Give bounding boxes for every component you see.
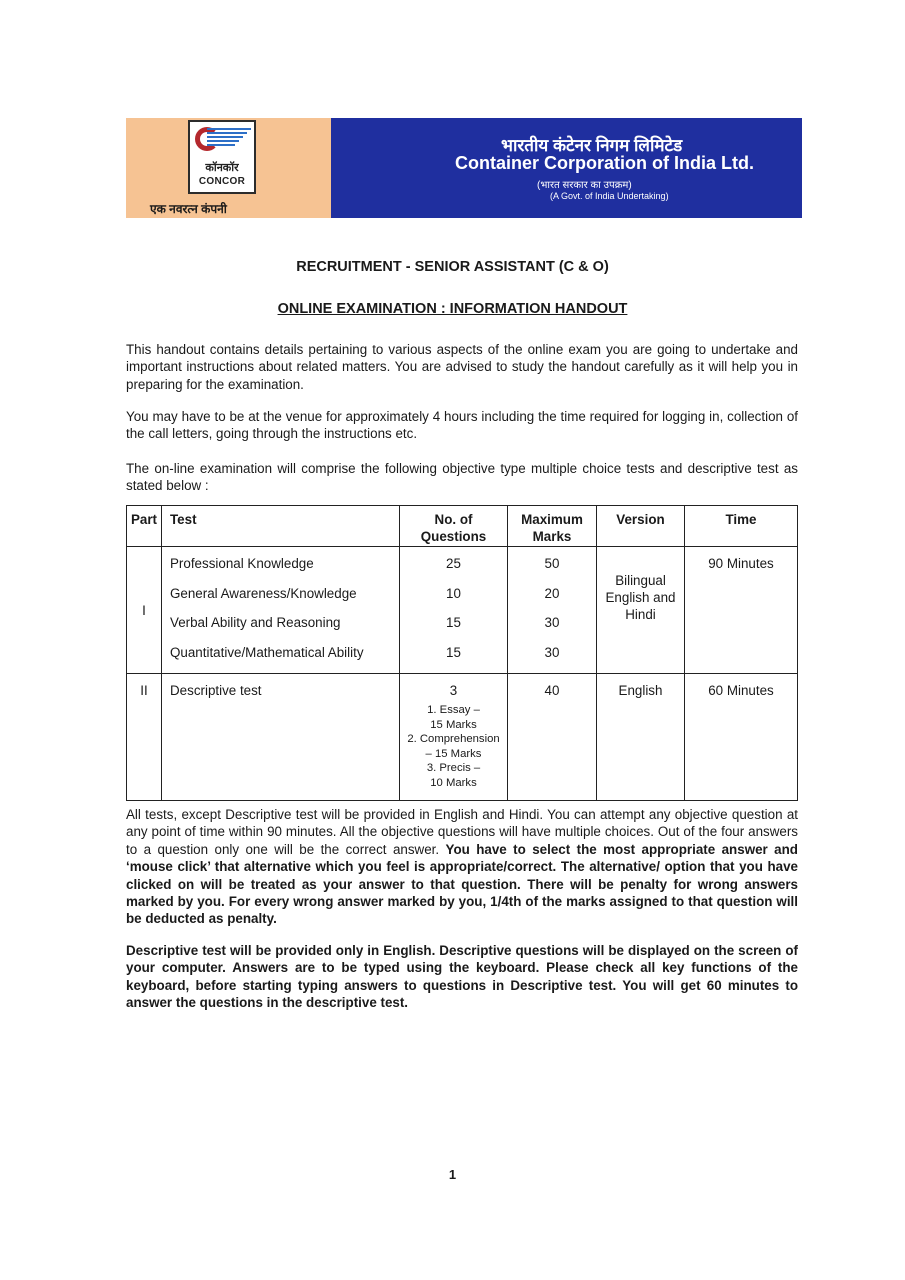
breakdown-line: 2. Comprehension [407,733,500,746]
company-name-english: Container Corporation of India Ltd. [455,153,754,173]
concor-logo [188,120,256,194]
max-marks: 50 [544,556,560,571]
breakdown-line: 10 Marks [430,776,477,789]
document-subtitle: ONLINE EXAMINATION : INFORMATION HANDOUT [277,301,628,317]
objective-rules-paragraph [126,806,798,928]
company-name-hindi: भारतीय कंटेनर निगम लिमिटेड [501,136,683,155]
part-one-version: Bilingual English and Hindi [605,572,676,622]
header-questions: No. of Questions [400,506,508,547]
banner-logo-panel [126,118,331,218]
part-one-label: I [142,602,146,618]
govt-undertaking-hindi: (भारत सरकार का उपक्रम) [537,180,632,191]
table-header-row [127,506,798,547]
document-title: RECRUITMENT - SENIOR ASSISTANT (C & O) [296,259,609,275]
question-count: 3 [449,683,458,698]
logo-hindi-text: कॉनकॉर [205,162,239,174]
table-row [127,674,798,801]
descriptive-rules-paragraph: Descriptive test will be provided only in English. Descriptive questions will be displayed on the screen of your computer. Answers are to be typed using the keyboard. Please check all key functions of the keyboard, before starting typing answers to questions in Descriptive test. You will get 60 minutes to answer the questions in the descriptive test. [126,943,798,1011]
govt-undertaking-english: (A Govt. of India Undertaking) [550,191,669,201]
header-version: Version [597,506,685,547]
test-name: Verbal Ability and Reasoning [170,615,341,630]
objective-rules-text: All tests, except Descriptive test will be provided in English and Hindi. You can attempt any objective question at any point of time within 90 minutes. All the objective questions will have multiple choices. Out of the four answers to a question only one will be the correct answer. [126,807,798,857]
logo-english-text: CONCOR [198,176,246,187]
question-count: 10 [446,585,461,601]
header-banner [126,118,802,218]
breakdown-line: 15 Marks [430,718,477,731]
part-one-time: 90 Minutes [708,556,774,571]
question-count: 15 [446,644,461,660]
header-part: Part [127,506,162,547]
header-time: Time [685,506,798,547]
table-row [127,547,798,674]
penalty-rules-text: You have to select the most appropriate answer and ‘mouse click’ that alternative which you feel is appropriate/correct. The alternative/ option that you have clicked on will be treated as your answer to that question. There will be penalty for wrong answers marked by you. For every wrong answer marked by you, 1/4th of the marks assigned to that question will be deducted as penalty. [126,841,798,927]
test-name: Professional Knowledge [170,556,314,571]
question-count: 25 [446,556,461,571]
breakdown-line: 1. Essay – [427,704,480,716]
composition-paragraph: The on-line examination will comprise the following objective type multiple choice tests and descriptive test as stated below : [126,461,798,494]
max-marks: 40 [544,683,560,698]
header-marks: Maximum Marks [508,506,597,547]
exam-structure-table [126,505,798,801]
max-marks: 30 [544,615,560,630]
header-test: Test [162,506,400,547]
question-count: 15 [446,615,461,630]
banner-tagline: एक नवरत्न कंपनी [150,202,227,216]
part-two-label: II [140,683,148,698]
logo-lines-icon [207,128,251,148]
page-number: 1 [448,1167,457,1182]
breakdown-line: – 15 Marks [425,747,482,760]
breakdown-line: 3. Precis – [426,762,481,775]
venue-paragraph: You may have to be at the venue for approximately 4 hours including the time required for logging in, collection of the call letters, going through the instructions etc. [126,409,798,442]
test-name: General Awareness/Knowledge [170,585,357,601]
test-name: Quantitative/Mathematical Ability [170,644,364,660]
intro-paragraph: This handout contains details pertaining to various aspects of the online exam you are going to undertake and important instructions about related matters. You are advised to study the handout carefully as it will help you in preparing for the examination. [126,342,798,392]
part-two-time: 60 Minutes [708,683,774,698]
banner-name-panel [331,118,802,218]
test-name: Descriptive test [170,683,262,698]
descriptive-breakdown [400,703,507,791]
max-marks: 20 [544,585,560,601]
part-two-version: English [618,683,663,698]
max-marks: 30 [544,644,560,660]
